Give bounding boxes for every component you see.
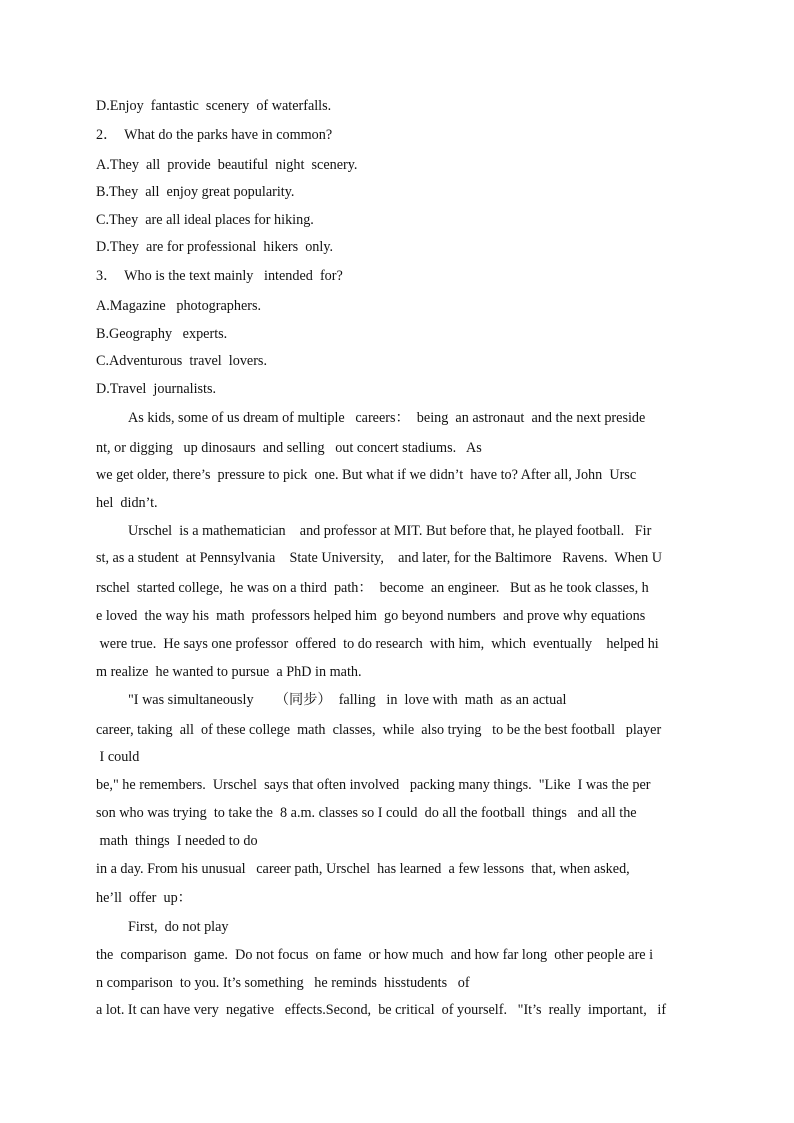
passage-paragraph-3-line: he’ll offer up： <box>96 890 192 906</box>
passage-paragraph-2-line: e loved the way his math professors helped him go beyond numbers and prove why equations <box>96 608 646 624</box>
passage-paragraph-1-line: nt, or digging up dinosaurs and selling out concert stadiums. As <box>96 440 482 456</box>
passage-paragraph-3-line: "I was simultaneously （同步） falling in love with math as an actual <box>128 692 567 708</box>
question-3: 3． Who is the text mainly intended for? <box>96 268 343 284</box>
passage-paragraph-3-line: in a day. From his unusual career path, Urschel has learned a few lessons that, when asked, <box>96 861 630 877</box>
passage-paragraph-2-line: rschel started college, he was on a third path： become an engineer. But as he took classes, h <box>96 580 649 596</box>
passage-paragraph-2-line: Urschel is a mathematician and professor at MIT. But before that, he played football. Fir <box>128 523 652 539</box>
answer-option-2b: B.They all enjoy great popularity. <box>96 184 295 200</box>
passage-paragraph-2-line: m realize he wanted to pursue a PhD in math. <box>96 664 362 680</box>
answer-option-1d: D.Enjoy fantastic scenery of waterfalls. <box>96 98 332 114</box>
answer-option-3d: D.Travel journalists. <box>96 381 217 397</box>
passage-paragraph-3-line: math things I needed to do <box>96 833 258 849</box>
passage-paragraph-3-line: be," he remembers. Urschel says that often involved packing many things. "Like I was the per <box>96 777 651 793</box>
passage-paragraph-4-line: First, do not play <box>128 919 229 935</box>
passage-paragraph-2-line: st, as a student at Pennsylvania State University, and later, for the Baltimore Ravens. When U <box>96 550 663 566</box>
passage-paragraph-3-line: I could <box>96 749 140 765</box>
passage-paragraph-4-line: n comparison to you. It’s something he reminds hisstudents of <box>96 975 470 991</box>
question-2: 2． What do the parks have in common? <box>96 127 333 143</box>
answer-option-2c: C.They are all ideal places for hiking. <box>96 212 314 228</box>
answer-option-3c: C.Adventurous travel lovers. <box>96 353 268 369</box>
passage-paragraph-4-line: the comparison game. Do not focus on fame or how much and how far long other people are i <box>96 947 654 963</box>
passage-paragraph-1-line: we get older, there’s pressure to pick one. But what if we didn’t have to? After all, John Ursc <box>96 467 637 483</box>
passage-paragraph-3-line: son who was trying to take the 8 a.m. classes so I could do all the football things and all the <box>96 805 637 821</box>
passage-paragraph-4-line: a lot. It can have very negative effects.Second, be critical of yourself. "It’s really important, if <box>96 1002 667 1018</box>
passage-paragraph-1-line: As kids, some of us dream of multiple careers： being an astronaut and the next preside <box>128 410 646 426</box>
passage-paragraph-3-line: career, taking all of these college math classes, while also trying to be the best football player <box>96 722 662 738</box>
answer-option-2a: A.They all provide beautiful night scenery. <box>96 157 358 173</box>
answer-option-3b: B.Geography experts. <box>96 326 228 342</box>
passage-paragraph-1-line: hel didn’t. <box>96 495 158 511</box>
answer-option-3a: A.Magazine photographers. <box>96 298 262 314</box>
answer-option-2d: D.They are for professional hikers only. <box>96 239 334 255</box>
passage-paragraph-2-line: were true. He says one professor offered to do research with him, which eventually helped hi <box>96 636 659 652</box>
